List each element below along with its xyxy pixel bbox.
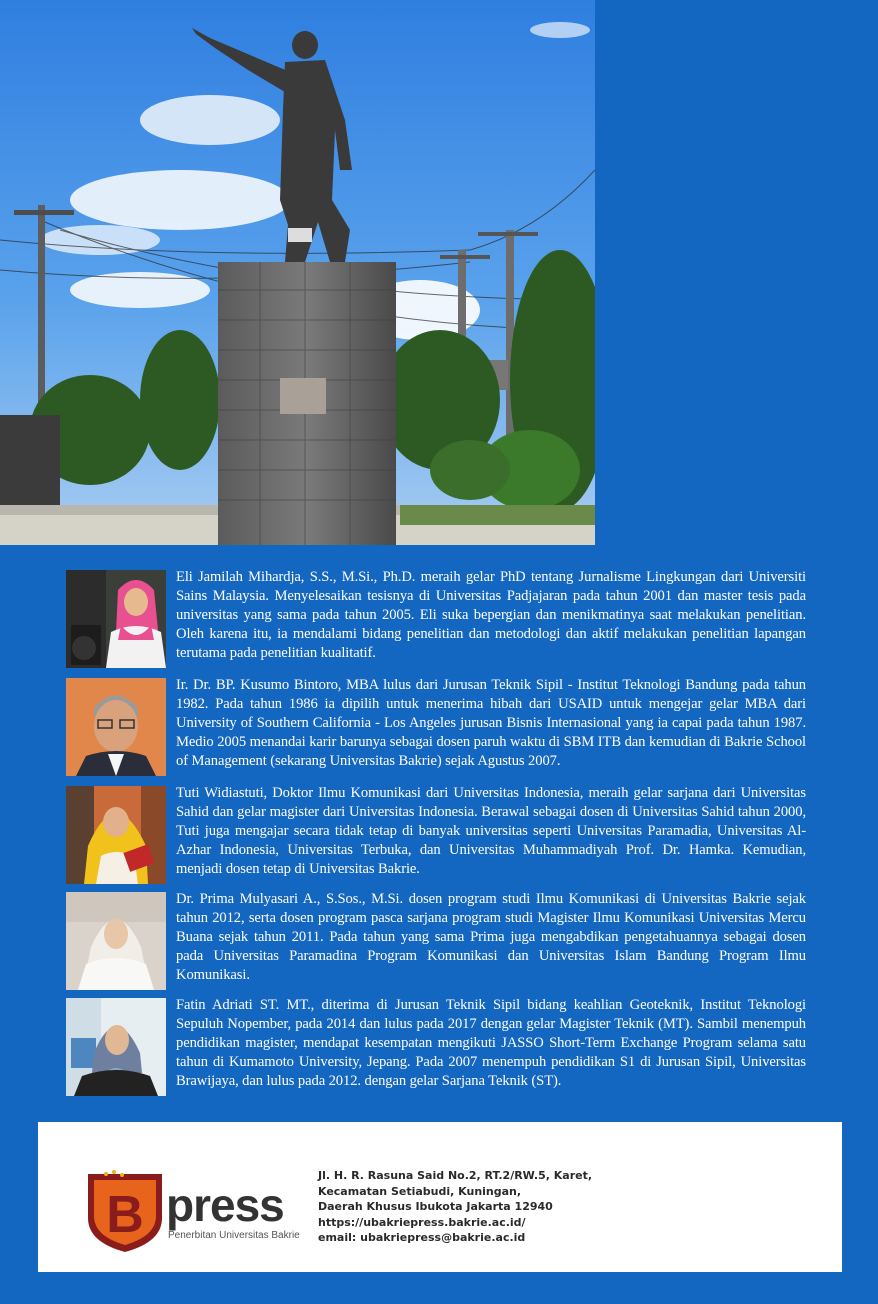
- author-photo: [66, 892, 166, 990]
- website-link[interactable]: https://ubakriepress.bakrie.ac.id/: [318, 1215, 526, 1229]
- address-line: Kecamatan Setiabudi, Kuningan,: [318, 1184, 522, 1198]
- publisher-address: [318, 1168, 638, 1246]
- logo-letter: B: [106, 1186, 144, 1244]
- statue-photo: [0, 0, 595, 545]
- address-line: Jl. H. R. Rasuna Said No.2, RT.2/RW.5, Karet,: [318, 1169, 593, 1182]
- email-link[interactable]: email: ubakriepress@bakrie.ac.id: [318, 1231, 526, 1244]
- publisher-logo: [86, 1170, 306, 1254]
- author-bio: Fatin Adriati ST. MT., diterima di Jurusan Teknik Sipil bidang keahlian Geoteknik, Institut Teknologi Sepuluh Nopember, pada 2014 dan lulus pada 2017 dengan gelar Magister Teknik (MT). Sambil menempuh pendidikan magister, mendapat kesempatan mengikuti JASSO Short-Term Exchange Program selama satu tahun di Kumamoto University, Jepang. Pada 2007 menempuh pendidikan S1 di Jurusan Sipil, Universitas Brawijaya, dan lulus pada 2012. dengan gelar Sarjana Teknik (ST).: [176, 997, 806, 1090]
- bpress-shield-icon: [86, 1170, 166, 1254]
- author-photo: [66, 998, 166, 1096]
- address-line: Daerah Khusus Ibukota Jakarta 12940: [318, 1200, 553, 1213]
- logo-wordmark: press: [166, 1179, 284, 1231]
- author-bio: Ir. Dr. BP. Kusumo Bintoro, MBA lulus dari Jurusan Teknik Sipil - Institut Teknologi Bandung pada tahun 1982. Pada tahun 1986 ia dipilih untuk menerima hibah dari USAID untuk mengejar gelar MBA dari University of Southern California - Los Angeles jurusan Bisnis Internasional yang ia capai pada tahun 1987. Medio 2005 menandai karir barunya sebagai dosen paruh waktu di SBM ITB dan kemudian di Bakrie School of Management (sekarang Universitas Bakrie) sejak Agustus 2007.: [176, 677, 806, 770]
- publisher-footer: [38, 1122, 842, 1272]
- blue-strip: [595, 0, 878, 545]
- author-photo: [66, 570, 166, 668]
- logo-tagline: Penerbitan Universitas Bakrie: [168, 1230, 300, 1241]
- author-photo: [66, 678, 166, 776]
- author-bio: Tuti Widiastuti, Doktor Ilmu Komunikasi dari Universitas Indonesia, meraih gelar sarjana dari Universitas Sahid dan gelar magister dari Universitas Indonesia. Berawal sebagai dosen di Universitas Sahid tahun 2000, Tuti juga mengajar secara tidak tetap di banyak universitas seperti Universitas Paramadia, Universitas Al-Azhar Indonesia, Universitas Terbuka, dan Universitas Muhammadiyah Prof. Dr. Hamka. Kemudian, menjadi dosen tetap di Universitas Bakrie.: [176, 785, 806, 878]
- author-bio: Eli Jamilah Mihardja, S.S., M.Si., Ph.D. meraih gelar PhD tentang Jurnalisme Lingkungan dari Universiti Sains Malaysia. Menyelesaikan tesisnya di Universitas Padjajaran pada tahun 2001 dan master tesis pada universitas yang sama pada tahun 2005. Eli suka bepergian dan menikmatinya saat melakukan penelitian. Oleh karena itu, ia mendalami bidang penelitian dan metodologi dan aktif melakukan penelitian lapangan terutama pada penelitian kualitatif.: [176, 569, 806, 662]
- author-photo: [66, 786, 166, 884]
- author-bio: Dr. Prima Mulyasari A., S.Sos., M.Si. dosen program studi Ilmu Komunikasi di Universitas Bakrie sejak tahun 2012, serta dosen program pasca sarjana program studi Magister Ilmu Komunikasi Universitas Mercu Buana sejak tahun 2011. Pada tahun yang sama Prima juga mengabdikan pengetahuannya sebagai dosen pada Universitas Paramadina Program Komunikasi dan Universitas Islam Bandung Program Ilmu Komunikasi.: [176, 891, 806, 984]
